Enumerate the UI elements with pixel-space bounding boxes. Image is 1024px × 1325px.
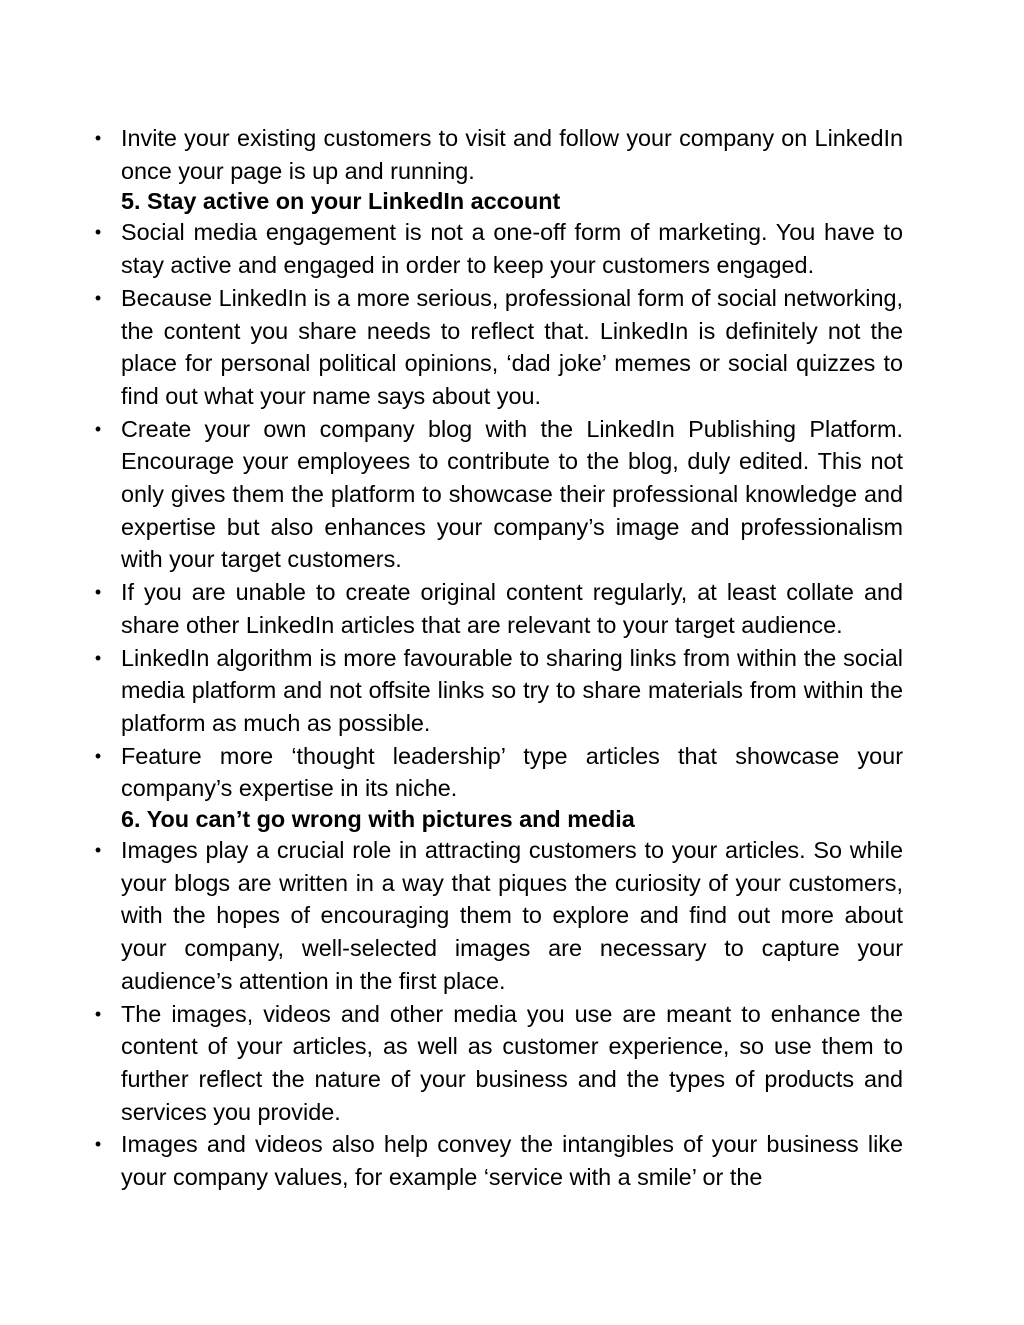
bullet-icon: • [94,840,102,861]
list-item [94,740,903,805]
list-item-text: Invite your existing customers to visit and follow your company on LinkedIn once your page is up and running. [121,125,903,184]
list-item-text: Images and videos also help convey the intangibles of your business like your company values, for example ‘service with a smile’ or the [121,1131,903,1191]
list-item [94,998,903,1129]
document-body [94,122,903,1194]
list-item-text: LinkedIn algorithm is more favourable to sharing links from within the social media platform and not offsite links so try to share materials from within the platform as much as possible. [121,644,903,736]
section-heading: 5. Stay active on your LinkedIn account [121,188,561,215]
bullet-icon: • [94,222,102,243]
list-item [94,216,903,281]
bullet-icon: • [94,418,102,439]
list-item-text: Feature more ‘thought leadership’ type articles that showcase your company’s expertise in its niche. [121,742,903,802]
bullet-icon: • [94,582,102,603]
list-item [94,642,903,740]
bullet-icon: • [94,1003,102,1024]
list-item-text: The images, videos and other media you use are meant to enhance the content of your articles, as well as customer experience, so use them to further reflect the nature of your business and the types of products and services you provide. [121,1000,903,1125]
list-item [94,413,903,577]
bullet-icon: • [94,128,102,148]
list-item-text: Social media engagement is not a one-off form of marketing. You have to stay active and engaged in order to keep your customers engaged. [121,219,903,279]
list-item [94,834,903,998]
list-item-text: If you are unable to create original content regularly, at least collate and share other LinkedIn articles that are relevant to your target audience. [121,579,903,638]
list-item [94,576,903,641]
bullet-icon: • [94,745,102,766]
list-item [94,1128,903,1193]
bullet-icon: • [94,287,102,308]
bullet-icon: • [94,1134,102,1155]
list-item-text: Create your own company blog with the LinkedIn Publishing Platform. Encourage your employees to contribute to the blog, duly edited. This not only gives them the platform to showcase their professional knowledge and expertise but also enhances your company’s image and professionalism with your target customers. [121,415,903,573]
list-item-text: Images play a crucial role in attracting customers to your articles. So while your blogs are written in a way that piques the curiosity of your customers, with the hopes of encouraging them to explore and find out more about your company, well-selected images are necessary to capture your audience’s attention in the first place. [121,837,903,994]
list-item [94,122,903,187]
section-heading: 6. You can’t go wrong with pictures and media [121,806,635,833]
list-item [94,282,903,413]
bullet-icon: • [94,647,102,668]
list-item-text: Because LinkedIn is a more serious, professional form of social networking, the content you share needs to reflect that. LinkedIn is definitely not the place for personal political opinions, ‘dad joke’ memes or social quizzes to find out what your name says about you. [121,284,903,409]
